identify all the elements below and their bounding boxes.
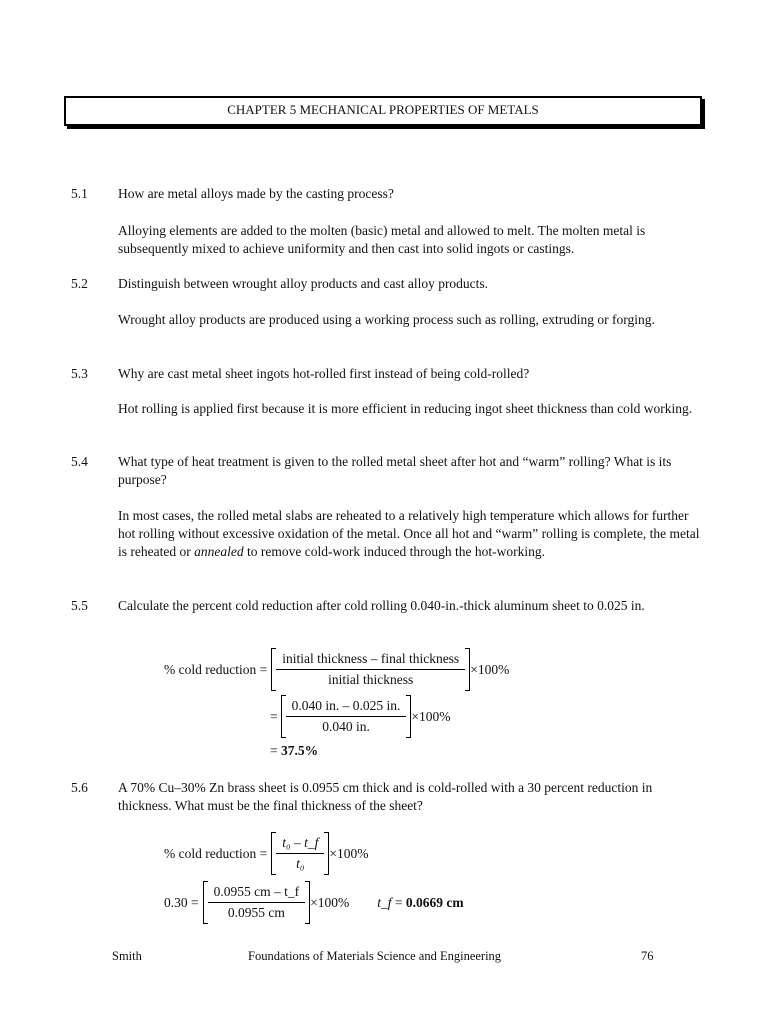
fraction-numerator: initial thickness – final thickness (276, 650, 465, 670)
eq-5-5-result (270, 742, 318, 760)
problem-5-4-question (71, 453, 711, 489)
question-text: Distinguish between wrought alloy products and cast alloy products. (118, 276, 489, 291)
footer-author: Smith (112, 949, 142, 963)
fraction-denominator: 0.040 in. (322, 719, 370, 734)
problem-5-2-answer: Wrought alloy products are produced using a working process such as rolling, extruding or forging. (118, 312, 655, 327)
eq-fraction (208, 883, 306, 922)
problem-number: 5.2 (71, 276, 88, 291)
annealed-term: annealed (194, 544, 244, 559)
question-text: Why are cast metal sheet ingots hot-rolled first instead of being cold-rolled? (118, 366, 530, 381)
eq-multiplier: ×100% (310, 894, 350, 910)
question-text: How are metal alloys made by the casting process? (118, 186, 394, 201)
question-text: What type of heat treatment is given to the rolled metal sheet after hot and “warm” rolling? What is its purpose? (118, 454, 672, 487)
tf-symbol: t_f (377, 894, 392, 910)
problem-5-3-question (71, 365, 711, 383)
chapter-title: CHAPTER 5 MECHANICAL PROPERTIES OF METALS (227, 102, 539, 117)
question-text: Calculate the percent cold reduction after cold rolling 0.040-in.-thick aluminum sheet to 0.025 in. (118, 598, 645, 613)
eq-fraction (276, 834, 324, 873)
tf-result-value: 0.0669 cm (405, 894, 464, 910)
footer-page-number: 76 (641, 949, 654, 963)
eq-equals: = (391, 894, 406, 910)
fraction-numerator: 0.0955 cm – t_f (208, 883, 306, 903)
problem-5-5-question (71, 597, 711, 615)
answer-text: In most cases, the rolled metal slabs are reheated to a relatively high temperature which allows for further hot rolling without excessive oxidation of the metal. Once all hot and “warm” rolling is complete, the metal is reheated or (118, 508, 700, 559)
chapter-header-box (64, 96, 702, 126)
eq-multiplier: ×100% (470, 661, 510, 677)
fraction-denominator: initial thickness (328, 672, 414, 687)
problem-number: 5.6 (71, 780, 88, 795)
eq-lhs: % cold reduction = (164, 845, 268, 861)
problem-number: 5.1 (71, 186, 88, 201)
problem-5-1-answer: Alloying elements are added to the molten (basic) metal and allowed to melt. The molten metal is subsequently mixed to achieve uniformity and then cast into solid ingots or castings. (118, 223, 646, 256)
eq-bracket (271, 650, 470, 689)
problem-5-1-question (71, 185, 711, 203)
fraction-numerator: 0.040 in. – 0.025 in. (286, 697, 407, 717)
eq-fraction (286, 697, 407, 736)
eq-multiplier: ×100% (411, 708, 451, 724)
footer-book-title: Foundations of Materials Science and Engineering (248, 949, 502, 963)
problem-5-4-answer (118, 507, 708, 561)
eq-5-5-line-1 (164, 650, 509, 689)
eq-equals: = (270, 708, 278, 724)
problem-number: 5.4 (71, 454, 88, 469)
eq-multiplier: ×100% (329, 845, 369, 861)
problem-5-3-answer: Hot rolling is applied first because it is more efficient in reducing ingot sheet thickness than cold working. (118, 401, 693, 416)
fraction-denominator: 0.0955 cm (227, 905, 285, 920)
eq-equals: = (270, 743, 281, 758)
eq-bracket (271, 834, 329, 873)
fraction-numerator: t₀ – t_f (276, 834, 324, 854)
problem-5-6-question (71, 779, 711, 815)
eq-fraction (276, 650, 465, 689)
eq-5-5-line-2 (270, 697, 451, 736)
eq-lhs: 0.30 = (164, 894, 199, 910)
eq-result-value: 37.5% (281, 743, 319, 758)
problem-5-2-question (71, 275, 711, 293)
answer-text: to remove cold-work induced through the hot-working. (243, 544, 546, 559)
fraction-denominator: t₀ (296, 856, 305, 871)
problem-number: 5.5 (71, 598, 88, 613)
eq-5-6-line-2 (164, 883, 464, 922)
eq-lhs: % cold reduction = (164, 661, 268, 677)
eq-bracket (203, 883, 311, 922)
problem-number: 5.3 (71, 366, 88, 381)
question-text: A 70% Cu–30% Zn brass sheet is 0.0955 cm thick and is cold-rolled with a 30 percent reduction in thickness. What must be the final thickness of the sheet? (118, 780, 653, 813)
eq-bracket (281, 697, 412, 736)
eq-5-6-line-1 (164, 834, 369, 873)
